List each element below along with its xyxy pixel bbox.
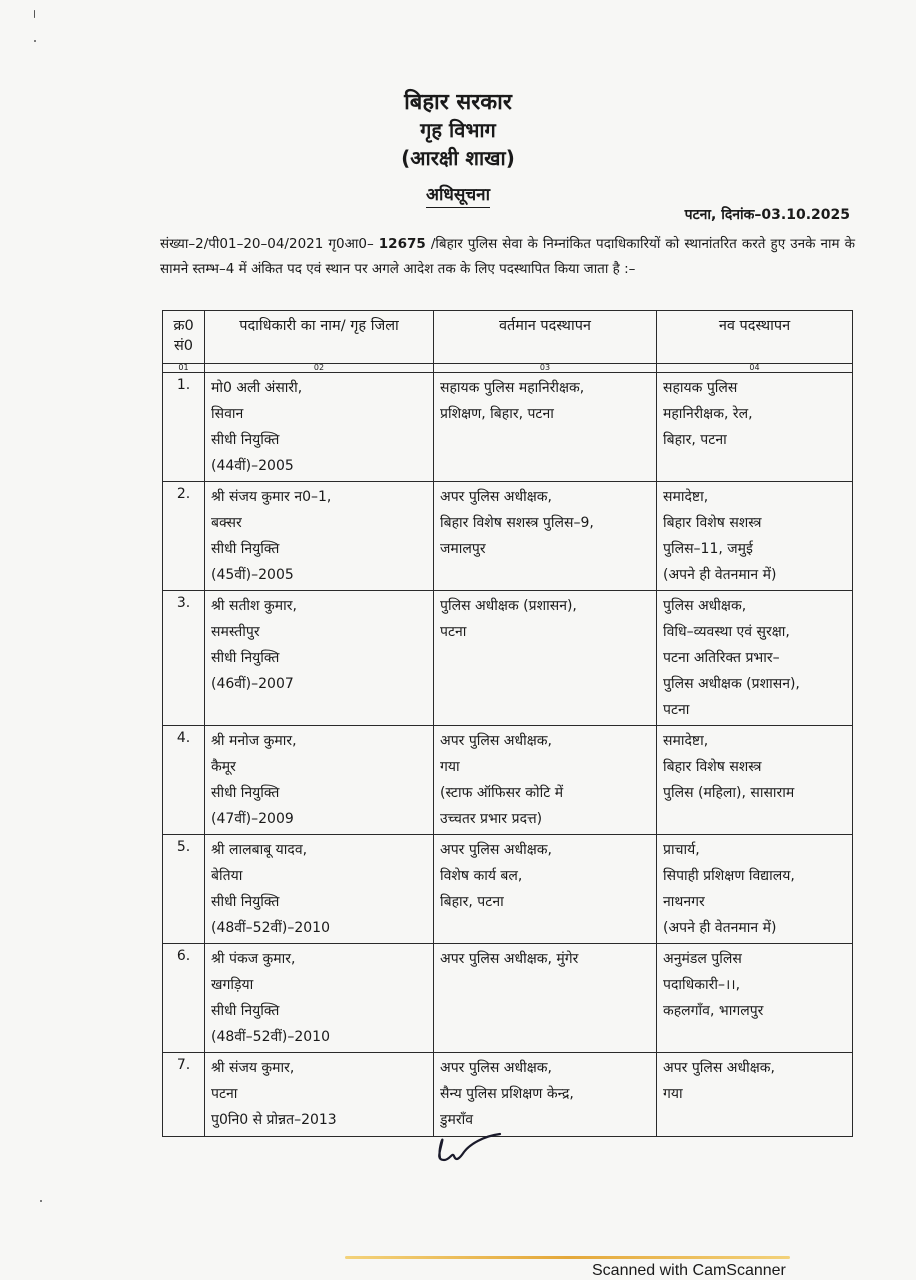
row-current-line: पटना bbox=[440, 624, 467, 640]
intro-paragraph bbox=[160, 232, 855, 282]
row-new-line: कहलगाँव, भागलपुर bbox=[663, 1003, 764, 1019]
row-name-cell bbox=[205, 944, 434, 1053]
row-current-cell bbox=[434, 373, 657, 482]
row-name-line: श्री लालबाबू यादव, bbox=[211, 842, 308, 858]
row-name-cell bbox=[205, 373, 434, 482]
row-current-cell bbox=[434, 591, 657, 726]
row-current-line: अपर पुलिस अधीक्षक, bbox=[440, 489, 552, 505]
row-current-cell bbox=[434, 835, 657, 944]
table-row bbox=[163, 482, 853, 591]
row-new-cell bbox=[657, 944, 853, 1053]
row-current-line: (स्टाफ ऑफिसर कोटि में bbox=[440, 785, 564, 801]
row-sn: 3. bbox=[163, 591, 205, 726]
intro-text: /बिहार पुलिस सेवा के निम्नांकित पदाधिकारियों को स्थानांतरित करते हुए उनके नाम के सामने स्तम्भ–4 में अंकित पद एवं स्थान पर अगले आदेश तक के लिए पदस्थापित किया जाता है :– bbox=[160, 236, 856, 277]
row-name-line: (47वीं)–2009 bbox=[211, 811, 294, 827]
row-current-line: उच्चतर प्रभार प्रदत्त) bbox=[440, 811, 543, 827]
table-body bbox=[163, 373, 853, 1137]
header-row bbox=[163, 311, 853, 364]
row-new-line: विधि–व्यवस्था एवं सुरक्षा, bbox=[663, 624, 790, 640]
row-name-cell bbox=[205, 591, 434, 726]
row-name-line: (45वीं)–2005 bbox=[211, 567, 294, 583]
header-new-posting: नव पदस्थापन bbox=[657, 311, 853, 364]
column-number: 03 bbox=[434, 364, 657, 373]
row-name-line: सीधी नियुक्ति bbox=[211, 894, 280, 910]
table-row bbox=[163, 591, 853, 726]
row-name-line: (48वीं–52वीं)–2010 bbox=[211, 1029, 331, 1045]
scan-speck bbox=[34, 40, 36, 42]
row-new-line: अनुमंडल पुलिस bbox=[663, 951, 742, 967]
scan-footer-line bbox=[345, 1256, 790, 1259]
row-current-line: विशेष कार्य बल, bbox=[440, 868, 523, 884]
row-name-line: पु0नि0 से प्रोन्नत–2013 bbox=[211, 1112, 337, 1128]
row-new-line: अपर पुलिस अधीक्षक, bbox=[663, 1060, 775, 1076]
row-name-line: खगड़िया bbox=[211, 977, 254, 993]
row-new-line: बिहार, पटना bbox=[663, 432, 727, 448]
row-new-cell bbox=[657, 726, 853, 835]
date-line: पटना, दिनांक–03.10.2025 bbox=[684, 207, 850, 223]
branch-name: (आरक्षी शाखा) bbox=[401, 146, 515, 170]
row-name-line: बेतिया bbox=[211, 868, 243, 884]
row-new-cell bbox=[657, 482, 853, 591]
row-current-line: अपर पुलिस अधीक्षक, bbox=[440, 1060, 552, 1076]
column-number: 02 bbox=[205, 364, 434, 373]
transfer-table bbox=[162, 310, 853, 1137]
row-name-cell bbox=[205, 482, 434, 591]
table-row bbox=[163, 835, 853, 944]
row-current-cell bbox=[434, 944, 657, 1053]
row-new-line: सिपाही प्रशिक्षण विद्यालय, bbox=[663, 868, 795, 884]
header-sn: क्र0 सं0 bbox=[163, 311, 205, 364]
row-new-line: (अपने ही वेतनमान में) bbox=[663, 567, 777, 583]
row-sn: 7. bbox=[163, 1053, 205, 1137]
row-current-cell bbox=[434, 1053, 657, 1137]
row-new-line: पदाधिकारी–।।, bbox=[663, 977, 741, 993]
column-number: 04 bbox=[657, 364, 853, 373]
row-name-cell bbox=[205, 726, 434, 835]
row-new-line: (अपने ही वेतनमान में) bbox=[663, 920, 777, 936]
column-number-row bbox=[163, 364, 853, 373]
notice-title bbox=[0, 182, 916, 205]
table-row bbox=[163, 373, 853, 482]
row-current-line: बिहार विशेष सशस्त्र पुलिस–9, bbox=[440, 515, 594, 531]
row-current-line: सहायक पुलिस महानिरीक्षक, bbox=[440, 380, 585, 396]
row-name-line: पटना bbox=[211, 1086, 238, 1102]
row-new-cell bbox=[657, 1053, 853, 1137]
row-new-line: प्राचार्य, bbox=[663, 842, 700, 858]
row-new-cell bbox=[657, 373, 853, 482]
column-number: 01 bbox=[163, 364, 205, 373]
row-new-cell bbox=[657, 835, 853, 944]
row-new-line: बिहार विशेष सशस्त्र bbox=[663, 515, 762, 531]
row-current-line: पुलिस अधीक्षक (प्रशासन), bbox=[440, 598, 577, 614]
row-new-line: पुलिस (महिला), सासाराम bbox=[663, 785, 795, 801]
row-new-line: पुलिस–11, जमुई bbox=[663, 541, 753, 557]
scan-speck bbox=[40, 1200, 42, 1202]
row-name-line: सीधी नियुक्ति bbox=[211, 541, 280, 557]
row-new-line: पटना अतिरिक्त प्रभार– bbox=[663, 650, 780, 666]
header-current-posting: वर्तमान पदस्थापन bbox=[434, 311, 657, 364]
table-row bbox=[163, 944, 853, 1053]
row-new-line: बिहार विशेष सशस्त्र bbox=[663, 759, 762, 775]
row-new-line: नाथनगर bbox=[663, 894, 705, 910]
row-name-line: (48वीं–52वीं)–2010 bbox=[211, 920, 331, 936]
row-current-line: बिहार, पटना bbox=[440, 894, 504, 910]
row-current-cell bbox=[434, 726, 657, 835]
row-current-cell bbox=[434, 482, 657, 591]
row-new-line: गया bbox=[663, 1086, 683, 1102]
reference-prefix: संख्या–2/पी01–20–04/2021 गृ0आ0– bbox=[160, 236, 374, 252]
row-new-line: पुलिस अधीक्षक (प्रशासन), bbox=[663, 676, 800, 692]
row-new-cell bbox=[657, 591, 853, 726]
reference-number: 12675 bbox=[378, 236, 426, 252]
camscanner-watermark: Scanned with CamScanner bbox=[592, 1262, 786, 1279]
signature bbox=[430, 1130, 510, 1170]
row-name-line: सिवान bbox=[211, 406, 244, 422]
scan-speck bbox=[34, 10, 35, 18]
row-sn: 6. bbox=[163, 944, 205, 1053]
row-name-line: सीधी नियुक्ति bbox=[211, 785, 280, 801]
row-new-line: सहायक पुलिस bbox=[663, 380, 738, 396]
row-name-line: (44वीं)–2005 bbox=[211, 458, 294, 474]
row-current-line: गया bbox=[440, 759, 460, 775]
table-row bbox=[163, 726, 853, 835]
row-current-line: अपर पुलिस अधीक्षक, मुंगेर bbox=[440, 951, 579, 967]
row-name-line: श्री पंकज कुमार, bbox=[211, 951, 296, 967]
row-sn: 4. bbox=[163, 726, 205, 835]
row-name-line: श्री मनोज कुमार, bbox=[211, 733, 297, 749]
row-name-line: कैमूर bbox=[211, 759, 236, 775]
row-name-line: श्री संजय कुमार, bbox=[211, 1060, 295, 1076]
row-current-line: सैन्य पुलिस प्रशिक्षण केन्द्र, bbox=[440, 1086, 574, 1102]
row-name-line: श्री सतीश कुमार, bbox=[211, 598, 297, 614]
row-sn: 2. bbox=[163, 482, 205, 591]
row-current-line: जमालपुर bbox=[440, 541, 486, 557]
row-new-line: महानिरीक्षक, रेल, bbox=[663, 406, 753, 422]
row-name-cell bbox=[205, 835, 434, 944]
row-new-line: समादेष्टा, bbox=[663, 733, 709, 749]
row-sn: 1. bbox=[163, 373, 205, 482]
row-current-line: अपर पुलिस अधीक्षक, bbox=[440, 842, 552, 858]
row-new-line: पुलिस अधीक्षक, bbox=[663, 598, 747, 614]
table-row bbox=[163, 1053, 853, 1137]
row-current-line: डुमराँव bbox=[440, 1112, 473, 1128]
row-name-line: श्री संजय कुमार न0–1, bbox=[211, 489, 332, 505]
header-name: पदाधिकारी का नाम/ गृह जिला bbox=[205, 311, 434, 364]
row-name-line: सीधी नियुक्ति bbox=[211, 650, 280, 666]
row-name-line: बक्सर bbox=[211, 515, 242, 531]
row-new-line: समादेष्टा, bbox=[663, 489, 709, 505]
row-sn: 5. bbox=[163, 835, 205, 944]
row-name-line: समस्तीपुर bbox=[211, 624, 260, 640]
row-name-line: सीधी नियुक्ति bbox=[211, 432, 280, 448]
row-current-line: अपर पुलिस अधीक्षक, bbox=[440, 733, 552, 749]
government-name: बिहार सरकार bbox=[404, 90, 512, 115]
row-new-line: पटना bbox=[663, 702, 690, 718]
row-name-cell bbox=[205, 1053, 434, 1137]
department-name: गृह विभाग bbox=[420, 118, 496, 142]
row-name-line: सीधी नियुक्ति bbox=[211, 1003, 280, 1019]
row-name-line: मो0 अली अंसारी, bbox=[211, 380, 303, 396]
row-name-line: (46वीं)–2007 bbox=[211, 676, 294, 692]
row-current-line: प्रशिक्षण, बिहार, पटना bbox=[440, 406, 554, 422]
notice-title-text: अधिसूचना bbox=[426, 185, 490, 208]
